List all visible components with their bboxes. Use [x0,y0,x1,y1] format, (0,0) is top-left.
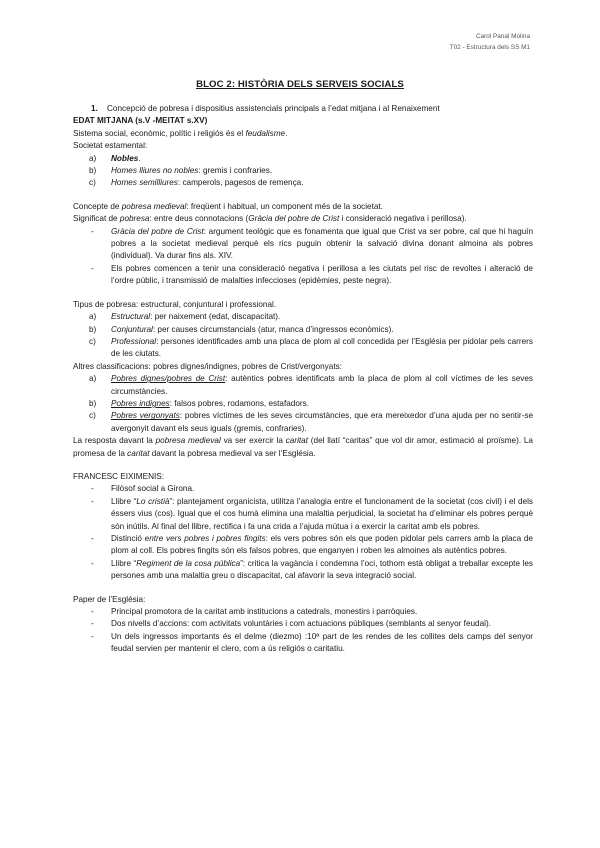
list-term: Pobres vergonyats [111,411,180,421]
header-course: T02 - Estructura dels SS M1 [449,44,530,51]
list-marker: a) [89,312,97,322]
list-marker: c) [89,411,96,421]
list-marker: - [91,607,94,617]
list-text: : els vers pobres són els que poden pidolar pels carrers amb la placa de plom al coll. Els pobres fingits són els falsos pobres, que enganyen i roben les almoines als autèntics pobres. [111,534,533,556]
list-marker: - [91,534,94,543]
list-item [73,324,533,336]
eiximenis-list [73,483,533,582]
list-text: : argument teològic que es fonamenta que igual que Crist va ser pobre, cal que hi haguín pobres a la societat medieval perquè els rics puguin obtenir la salvació divina donant almoina als pobres (individual). Va durar fins als. XIV. [111,226,533,261]
list-marker: - [91,558,94,568]
list-item [73,177,533,189]
list-marker: c) [89,336,96,346]
list-item [73,606,533,618]
list-term: Gràcia del pobre de Crist [111,226,204,236]
significat-mid: : entre deus connotacions ( [149,214,249,224]
list-marker: b) [89,324,97,334]
list-term: Conjuntural [111,324,153,334]
list-text: : per causes circumstancials (atur, manca d’ingressos econòmics). [152,324,394,334]
list-text: ”: plantejament organicista, utilitza l’analogia entre el funcionament de la societat (cos civil) i el dels éssers vius (cos). Igual que el cos humà elimina una malaltia perjudicial, la societat ha d’eliminar els pobres perquè són inútils. Al final del llibre, rectifica i fa una crida a l’ajuda mútua i a exercir la caritat amb els pobres. [111,496,533,531]
list-text: Principal promotora de la caritat amb institucions a catedrals, monestirs i parròquies. [111,607,418,617]
resposta-term: pobresa medieval [155,436,221,446]
list-item [73,483,533,495]
list-term: Estructural [111,312,151,322]
list-item [73,631,533,656]
list-marker: - [91,619,94,629]
list-marker: - [91,631,94,641]
list-text: : persones identificades amb una placa de plom al coll concedida per l’Església per pidolar pels carrers de les ciutats. [111,336,533,359]
concepte-pre: Concepte de [73,201,122,211]
header-author: Carol Panal Molina [476,33,530,40]
list-item [73,410,533,435]
list-item [73,398,533,410]
sistema-line [73,128,533,140]
list-marker: a) [89,153,97,163]
list-text: : per naixement (edat, discapacitat). [150,312,281,322]
list-text: . [138,153,141,163]
list-text: ”: critica la vagància i condemna l’oci, tothom està obligat a treballar excepte les persones amb una malaltia greu o discapacitat, cal afavorir la seva integració social. [111,558,533,581]
esglesia-heading: Paper de l’Església: [73,594,146,604]
list-marker: b) [89,166,97,176]
list-pre: Llibre “ [111,558,137,568]
list-item [73,226,533,263]
significat-pre: Significat de [73,214,120,224]
list-term: Homes semilliures [111,178,178,188]
sistema-term: feudalisme [245,128,286,138]
list-text: Els pobres comencen a tenir una consideració negativa i perillosa a les ciutats pel risc de revoltes i alteració de l’ordre públic, i transmissió de malalties infeccioses (epidèmies, peste negra). [111,263,533,286]
significat-term: pobresa [119,214,150,224]
resposta-pre: La resposta davant la [73,436,156,446]
list-item [73,558,533,583]
list-text: Filòsof social a Girona. [111,484,195,494]
tipus-label: Tipus de pobresa: estructural, conjuntural i professional. [73,299,277,309]
estaments-list [73,153,533,190]
eiximenis-heading: FRANCESC EIXIMENIS: [73,471,164,481]
list-term: Pobres dignes/pobres de Crist [111,374,226,384]
list-item [73,618,533,630]
list-marker: - [91,226,94,236]
section-heading [73,103,533,115]
list-item [73,496,533,533]
significat-line [73,213,533,225]
list-item [73,373,533,398]
list-item [73,153,533,165]
concepte-term: pobresa medieval [121,201,187,211]
subheading-edat-mitjana: EDAT MITJANA (s.V -MEITAT s.XV) [73,116,208,126]
list-marker: c) [89,178,96,188]
societat-label: Societat estamental: [73,141,148,151]
sistema-pre: Sistema social, econòmic, polític i religiós és el [73,128,246,138]
list-term: entre vers pobres i pobres fingits [144,534,266,543]
list-item [73,533,533,558]
list-term: Regiment de la cosa pública [136,558,241,568]
list-text: Dos nivells d’accions: com activitats voluntàries i com actuacions públiques (semblants al senyor feudal). [111,619,491,629]
list-marker: - [91,263,94,273]
list-text: : autèntics pobres identificats amb la placa de plom al coll víctimes de les seves circumstàncies. [111,374,534,396]
concepte-post: : freqüent i habitual, un component més de la societat. [186,201,383,211]
document-body [73,103,533,656]
document-title: BLOC 2: HISTÒRIA DELS SERVEIS SOCIALS [196,79,404,90]
list-text: : falsos pobres, rodamons, estafadors. [169,398,309,408]
list-pre: Distinció [111,534,145,543]
resposta-mid2: (del llatí “caritas” que vol dir amor, estimació al proïsme). La promesa de la [73,436,533,458]
significat-post: i consideració negativa i perillosa). [339,214,467,224]
resposta-mid: va ser exercir la [220,436,286,446]
altres-label: Altres classificacions: pobres dignes/indignes, pobres de Crist/vergonyats: [73,361,342,371]
list-marker: - [91,484,94,494]
resposta-paragraph [73,435,533,460]
resposta-term2: caritat [285,436,308,446]
list-term: Pobres indignes [111,398,170,408]
sistema-post: . [285,128,288,138]
list-pre: Llibre “ [111,496,137,506]
list-marker: a) [89,374,97,384]
page-header [450,31,530,53]
significat-term2: Gràcia del pobre de Crist [248,214,340,224]
significat-list [73,226,533,288]
section-number: 1. [91,104,98,113]
list-term: Lo cristià [136,496,170,506]
resposta-post: davant la pobresa medieval va ser l’Església. [149,448,316,458]
list-item [73,165,533,177]
altres-list [73,373,533,435]
tipus-list [73,311,533,361]
list-marker: b) [89,398,97,408]
list-item [73,336,533,361]
list-text: : pobres víctimes de les seves circumstàncies, que era mereixedor d’una ajuda per no sentir-se avergonyit davant els seus iguals (gremis, confraries). [111,411,533,433]
list-item [73,311,533,323]
list-term: Homes lliures no nobles [111,166,199,176]
list-term: Professional [111,336,157,346]
list-term: Nobles [111,153,139,163]
list-text: : camperols, pagesos de remença. [177,178,304,188]
esglesia-list [73,606,533,656]
resposta-term3: caritat [127,448,150,458]
concepte-line [73,201,533,213]
list-marker: - [91,496,94,506]
list-item [73,263,533,288]
section-heading-text: Concepció de pobresa i dispositius assistencials principals a l’edat mitjana i al Renaixement [107,104,440,113]
list-text: Un dels ingressos importants és el delme (diezmo) :10ª part de les rendes de les collites dels camps del senyor feudal servien per mantenir el clero, com a ús religiós o caritatiu. [111,631,533,654]
list-text: : gremis i confraries. [198,166,273,176]
